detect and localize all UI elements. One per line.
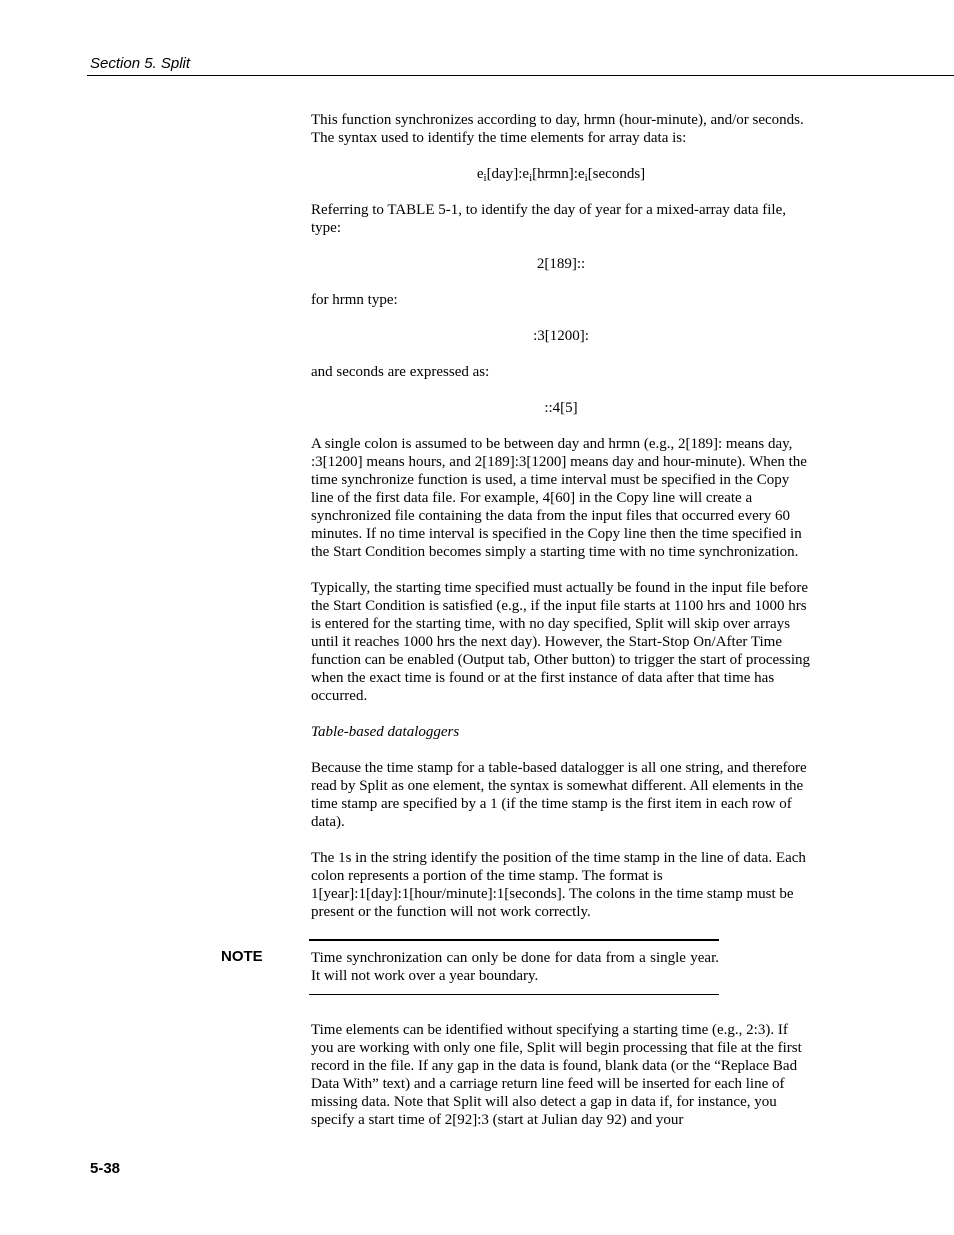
header-divider <box>87 75 954 76</box>
example-seconds: ::4[5] <box>544 400 578 416</box>
single-colon-paragraph: A single colon is assumed to be between day and hrmn (e.g., 2[189]: means day, :3[1200] means hours, and 2[189]:3[1200] means day and hour-minute). When the time synchronize function is used, a time interval must be specified in the Copy line of the first data file. For example, 4[60] in the Copy line will create a synchronized file containing the data from the input files that occurred every 60 minutes. If no time interval is specified in the Copy line then the time specified in the Start Condition becomes simply a starting time with no time synchronization. <box>311 436 807 560</box>
example-hrmn: :3[1200]: <box>533 328 589 344</box>
syntax-hrmn: [hrmn]: <box>532 166 578 182</box>
syntax-seconds: [seconds] <box>587 166 646 182</box>
syntax-sub: i <box>584 172 588 184</box>
time-elements-paragraph: Time elements can be identified without specifying a starting time (e.g., 2:3). If you are working with only one file, Split will begin processing that file at the first record in the file. If any gap in the data is found, blank data (or the “Replace Bad Data With” text) and a carriage return line feed will be inserted for each line of missing data. Note that Split will also detect a gap in data if, for instance, you specify a start time of 2[92]:3 (start at Julian day 92) and your <box>311 1022 802 1128</box>
page-number: 5-38 <box>90 1160 121 1177</box>
example-day: 2[189]:: <box>536 256 586 272</box>
typically-paragraph: Typically, the starting time specified must actually be found in the input file before the Start Condition is satisfied (e.g., if the input file starts at 1100 hrs and 1000 hrs is entered for the starting time, with no day specified, Split will skip over arrays until it reaches 1000 hrs the next day). However, the Start-Stop On/After Time function can be enabled (Output tab, Other button) to trigger the start of processing when the exact time is found or at the first instance of data after that time has occurred. <box>311 580 811 704</box>
syntax-line <box>311 165 811 183</box>
syntax-sub: i <box>529 172 533 184</box>
for-hrmn-paragraph: for hrmn type: <box>311 292 398 308</box>
syntax-e: e <box>522 166 530 182</box>
the-1s-paragraph: The 1s in the string identify the position of the time stamp in the line of data. Each colon represents a portion of the time stamp. The format is 1[year]:1[day]:1[hour/minute]:1[seconds]. The colons in the time stamp must be present or the function will not work correctly. <box>311 850 806 920</box>
syntax-e: e <box>577 166 585 182</box>
main-content <box>221 111 811 1147</box>
note-box <box>221 939 719 995</box>
seconds-paragraph: and seconds are expressed as: <box>311 364 490 380</box>
note-label: NOTE <box>221 948 263 965</box>
intro-paragraph: This function synchronizes according to day, hrmn (hour-minute), and/or seconds. The syntax used to identify the time elements for array data is: <box>311 112 804 146</box>
note-text: Time synchronization can only be done for data from a single year. It will not work over a year boundary. <box>311 950 719 984</box>
because-paragraph: Because the time stamp for a table-based datalogger is all one string, and therefore read by Split as one element, the syntax is somewhat different. All elements in the time stamp are specified by a 1 (if the time stamp is the first item in each row of data). <box>311 760 807 830</box>
syntax-sub: i <box>483 172 487 184</box>
syntax-day: [day]: <box>486 166 523 182</box>
syntax-e: e <box>476 166 484 182</box>
table-based-heading: Table-based dataloggers <box>311 724 460 740</box>
section-header: Section 5. Split <box>90 55 191 72</box>
referring-paragraph: Referring to TABLE 5-1, to identify the day of year for a mixed-array data file, type: <box>311 202 787 236</box>
